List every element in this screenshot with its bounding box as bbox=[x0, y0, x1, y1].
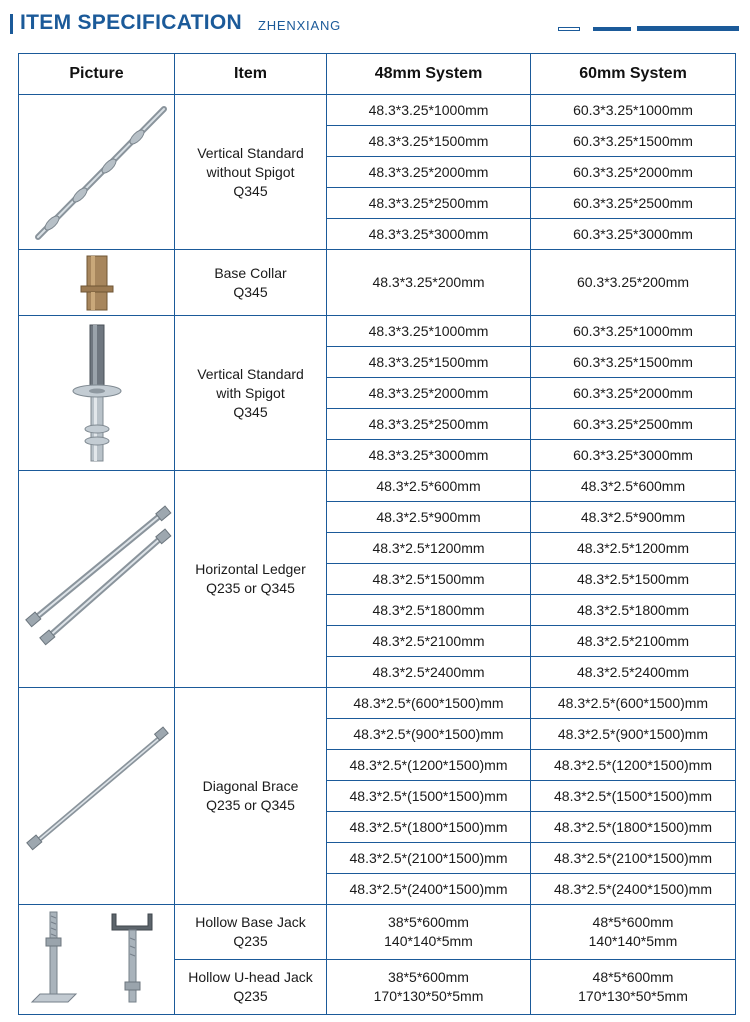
size-60mm-cell: 48.3*2.5*2100mm bbox=[531, 626, 736, 657]
column-header-picture: Picture bbox=[19, 54, 175, 95]
item-name-line: Hollow U-head Jack bbox=[188, 969, 313, 985]
table-header-row bbox=[19, 54, 736, 95]
spec-line: 140*140*5mm bbox=[588, 933, 678, 949]
column-header-60mm: 60mm System bbox=[531, 54, 736, 95]
size-60mm-cell: 60.3*3.25*1500mm bbox=[531, 126, 736, 157]
spec-table bbox=[18, 53, 736, 1015]
size-60mm-cell: 60.3*3.25*2000mm bbox=[531, 378, 736, 409]
item-name-line: Vertical Standard bbox=[197, 365, 304, 382]
table-row bbox=[19, 688, 736, 719]
size-60mm-cell: 48.3*2.5*900mm bbox=[531, 502, 736, 533]
item-grade: Q345 bbox=[233, 403, 268, 420]
size-48mm-cell: 48.3*3.25*2500mm bbox=[327, 188, 531, 219]
column-header-item: Item bbox=[175, 54, 327, 95]
size-48mm-cell: 48.3*2.5*900mm bbox=[327, 502, 531, 533]
table-row bbox=[19, 905, 736, 960]
size-48mm-cell: 48.3*2.5*(1500*1500)mm bbox=[327, 781, 531, 812]
size-48mm-cell: 48.3*3.25*1500mm bbox=[327, 347, 531, 378]
size-60mm-cell: 60.3*3.25*200mm bbox=[531, 250, 736, 316]
base-jack-and-u-head-jack-image bbox=[19, 905, 175, 1015]
size-60mm-cell: 48.3*2.5*(2400*1500)mm bbox=[531, 874, 736, 905]
item-grade: Q345 bbox=[233, 283, 268, 300]
size-60mm-cell bbox=[531, 960, 736, 1015]
size-48mm-cell: 48.3*3.25*200mm bbox=[327, 250, 531, 316]
size-48mm-cell: 48.3*2.5*2400mm bbox=[327, 657, 531, 688]
size-48mm-cell: 48.3*2.5*600mm bbox=[327, 471, 531, 502]
size-60mm-cell: 48.3*2.5*1200mm bbox=[531, 533, 736, 564]
item-vertical-standard-with-spigot bbox=[175, 316, 327, 471]
table-row bbox=[19, 471, 736, 502]
size-48mm-cell: 48.3*2.5*1200mm bbox=[327, 533, 531, 564]
item-grade: Q235 or Q345 bbox=[206, 797, 295, 813]
item-name-line: Horizontal Ledger bbox=[195, 561, 306, 577]
size-48mm-cell: 48.3*3.25*3000mm bbox=[327, 219, 531, 250]
item-horizontal-ledger bbox=[175, 471, 327, 688]
vertical-standard-with-spigot-image bbox=[19, 316, 175, 471]
spec-line: 38*5*600mm bbox=[388, 969, 469, 985]
item-grade: Q235 bbox=[233, 933, 268, 949]
size-60mm-cell: 60.3*3.25*1000mm bbox=[531, 95, 736, 126]
size-60mm-cell: 48.3*2.5*(1200*1500)mm bbox=[531, 750, 736, 781]
table-row bbox=[19, 250, 736, 316]
item-name-line: with Spigot bbox=[216, 384, 285, 401]
item-name-line: Base Collar bbox=[214, 264, 287, 281]
size-60mm-cell: 60.3*3.25*1500mm bbox=[531, 347, 736, 378]
size-60mm-cell: 48.3*2.5*2400mm bbox=[531, 657, 736, 688]
size-60mm-cell: 48.3*2.5*(900*1500)mm bbox=[531, 719, 736, 750]
size-48mm-cell: 48.3*2.5*1800mm bbox=[327, 595, 531, 626]
item-grade: Q235 bbox=[233, 988, 268, 1004]
item-base-collar bbox=[175, 250, 327, 316]
size-48mm-cell: 48.3*3.25*1000mm bbox=[327, 95, 531, 126]
size-60mm-cell: 48.3*2.5*1800mm bbox=[531, 595, 736, 626]
spec-line: 170*130*50*5mm bbox=[578, 988, 688, 1004]
base-collar-image bbox=[19, 250, 175, 316]
header-decor-line bbox=[637, 26, 739, 31]
size-48mm-cell: 48.3*2.5*(2100*1500)mm bbox=[327, 843, 531, 874]
size-60mm-cell: 48.3*2.5*600mm bbox=[531, 471, 736, 502]
table-row bbox=[19, 316, 736, 347]
spec-line: 38*5*600mm bbox=[388, 914, 469, 930]
horizontal-ledger-image bbox=[19, 471, 175, 688]
item-name-line: Diagonal Brace bbox=[202, 778, 299, 794]
item-hollow-u-head-jack bbox=[175, 960, 327, 1015]
size-48mm-cell: 48.3*3.25*1500mm bbox=[327, 126, 531, 157]
size-60mm-cell: 60.3*3.25*1000mm bbox=[531, 316, 736, 347]
item-name-line: Vertical Standard bbox=[197, 144, 304, 161]
size-60mm-cell: 60.3*3.25*3000mm bbox=[531, 440, 736, 471]
item-vertical-standard-without-spigot bbox=[175, 95, 327, 250]
size-60mm-cell: 60.3*3.25*2500mm bbox=[531, 188, 736, 219]
size-48mm-cell: 48.3*2.5*1500mm bbox=[327, 564, 531, 595]
size-48mm-cell: 48.3*2.5*(600*1500)mm bbox=[327, 688, 531, 719]
size-48mm-cell: 48.3*2.5*(900*1500)mm bbox=[327, 719, 531, 750]
brand-name: ZHENXIANG bbox=[258, 18, 342, 33]
item-name-line: without Spigot bbox=[206, 163, 295, 180]
diagonal-brace-image bbox=[19, 688, 175, 905]
size-48mm-cell: 48.3*3.25*2500mm bbox=[327, 409, 531, 440]
size-48mm-cell: 48.3*2.5*(1200*1500)mm bbox=[327, 750, 531, 781]
page-header bbox=[0, 0, 750, 50]
size-48mm-cell bbox=[327, 960, 531, 1015]
vertical-standard-without-spigot-image bbox=[19, 95, 175, 250]
size-60mm-cell: 60.3*3.25*3000mm bbox=[531, 219, 736, 250]
size-48mm-cell: 48.3*2.5*(2400*1500)mm bbox=[327, 874, 531, 905]
size-48mm-cell: 48.3*3.25*2000mm bbox=[327, 157, 531, 188]
page-title: ITEM SPECIFICATION bbox=[20, 11, 243, 34]
size-60mm-cell: 48.3*2.5*(600*1500)mm bbox=[531, 688, 736, 719]
size-48mm-cell: 48.3*3.25*3000mm bbox=[327, 440, 531, 471]
size-60mm-cell bbox=[531, 905, 736, 960]
table-row bbox=[19, 95, 736, 126]
header-decor-line bbox=[558, 27, 580, 31]
size-60mm-cell: 48.3*2.5*(2100*1500)mm bbox=[531, 843, 736, 874]
header-decor-line bbox=[593, 27, 631, 31]
header-accent-bar bbox=[10, 14, 13, 34]
size-60mm-cell: 48.3*2.5*(1500*1500)mm bbox=[531, 781, 736, 812]
size-48mm-cell: 48.3*2.5*2100mm bbox=[327, 626, 531, 657]
spec-line: 140*140*5mm bbox=[384, 933, 473, 949]
size-48mm-cell: 48.3*3.25*1000mm bbox=[327, 316, 531, 347]
item-hollow-base-jack bbox=[175, 905, 327, 960]
size-48mm-cell: 48.3*2.5*(1800*1500)mm bbox=[327, 812, 531, 843]
column-header-48mm: 48mm System bbox=[327, 54, 531, 95]
size-60mm-cell: 48.3*2.5*(1800*1500)mm bbox=[531, 812, 736, 843]
size-60mm-cell: 60.3*3.25*2500mm bbox=[531, 409, 736, 440]
spec-line: 170*130*50*5mm bbox=[373, 988, 484, 1004]
item-diagonal-brace bbox=[175, 688, 327, 905]
size-48mm-cell: 48.3*3.25*2000mm bbox=[327, 378, 531, 409]
item-grade: Q345 bbox=[233, 182, 268, 199]
size-60mm-cell: 60.3*3.25*2000mm bbox=[531, 157, 736, 188]
size-60mm-cell: 48.3*2.5*1500mm bbox=[531, 564, 736, 595]
item-name-line: Hollow Base Jack bbox=[195, 914, 306, 930]
spec-line: 48*5*600mm bbox=[592, 969, 674, 985]
size-48mm-cell bbox=[327, 905, 531, 960]
spec-line: 48*5*600mm bbox=[592, 914, 674, 930]
item-grade: Q235 or Q345 bbox=[206, 580, 295, 596]
